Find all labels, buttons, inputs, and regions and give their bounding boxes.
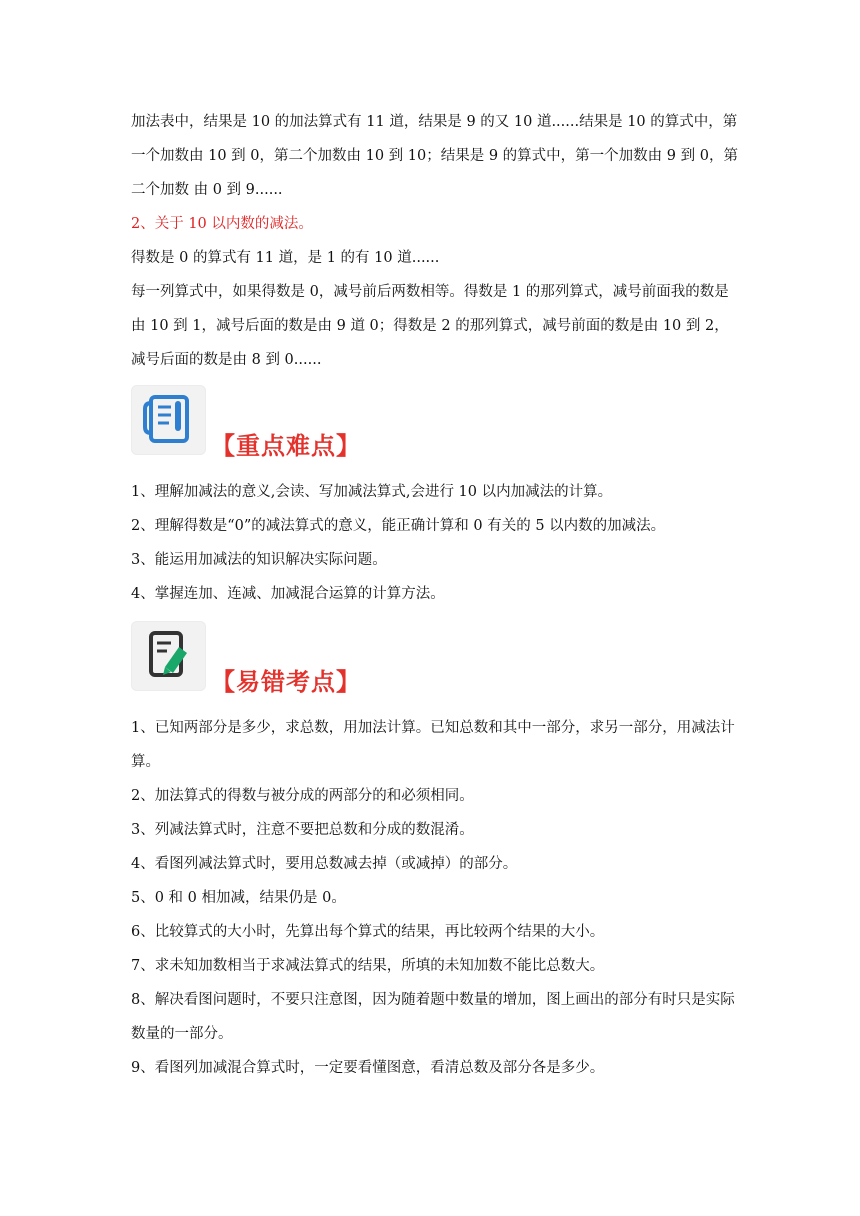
list-item: 4、掌握连加、连减、加减混合运算的计算方法。 [131,586,445,602]
section-title: 【易错考点】 [211,667,361,696]
list-item: 6、比较算式的大小时，先算出每个算式的结果，再比较两个结果的大小。 [131,924,605,940]
list-item: 1、理解加减法的意义,会读、写加减法算式,会进行 10 以内加减法的计算。 [131,484,613,500]
subsection-heading: 2、关于 10 以内数的减法。 [131,216,313,232]
list-item: 2、理解得数是“0”的减法算式的意义，能正确计算和 0 有关的 5 以内数的加减法。 [131,518,666,534]
scroll-document-icon [131,385,206,455]
list-item: 3、能运用加减法的知识解决实际问题。 [131,552,387,568]
section-title: 【重点难点】 [211,431,361,460]
list-item: 5、0 和 0 相加减，结果仍是 0。 [131,890,346,906]
subsection-paragraph: 每一列算式中，如果得数是 0，减号前后两数相等。得数是 1 的那列算式，减号前面我的数是由 10 到 1，减号后面的数是由 9 道 0；得数是 2 的那列算式，减号前面的数是由 10 到 2，减号后面的数是由 8 到 0...... [131,284,729,368]
list-item: 2、加法算式的得数与被分成的两部分的和必须相同。 [131,788,474,804]
list-item: 1、已知两部分是多少，求总数，用加法计算。已知总数和其中一部分，求另一部分，用减法计算。 [131,720,735,770]
list-item: 7、求未知加数相当于求减法算式的结果，所填的未知加数不能比总数大。 [131,958,605,974]
intro-paragraph: 加法表中，结果是 10 的加法算式有 11 道，结果是 9 的又 10 道......结果是 10 的算式中，第一个加数由 10 到 0，第二个加数由 10 到 10；结果是 9 的算式中，第一个加数由 9 到 0，第二个加数 由 0 到 9...... [131,114,738,198]
list-item: 9、看图列加减混合算式时，一定要看懂图意，看清总数及部分各是多少。 [131,1060,605,1076]
list-item: 4、看图列减法算式时，要用总数减去掉（或减掉）的部分。 [131,856,518,872]
list-item: 3、列减法算式时，注意不要把总数和分成的数混淆。 [131,822,474,838]
subsection-paragraph: 得数是 0 的算式有 11 道，是 1 的有 10 道...... [131,250,440,266]
list-item: 8、解决看图问题时，不要只注意图，因为随着题中数量的增加，图上画出的部分有时只是实际数量的一部分。 [131,992,735,1042]
document-content [131,105,741,1085]
section-header-key-points [131,385,741,471]
section-header-error-points [131,621,741,707]
note-pencil-icon [131,621,206,691]
